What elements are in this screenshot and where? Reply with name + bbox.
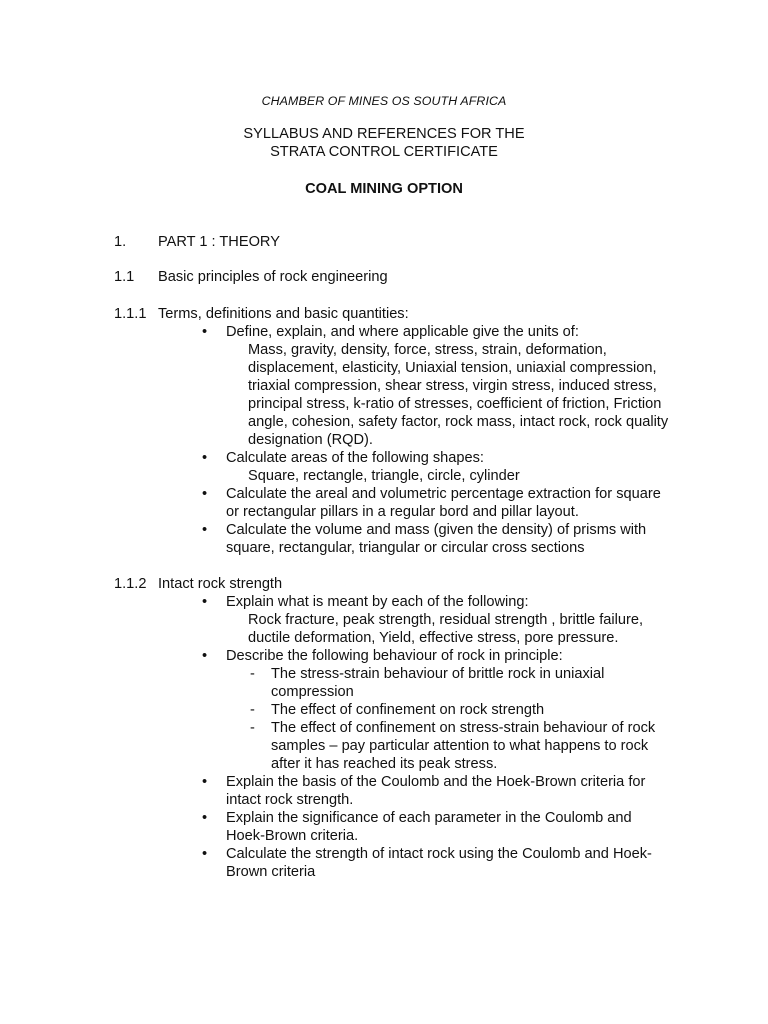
section-heading-1-1-1 [114,305,409,323]
list-item [200,323,670,449]
list-item-text: Calculate the volume and mass (given the density) of prisms with square, rectangular, triangular or circular cross sections [226,522,647,556]
list-item [200,773,670,809]
list-item-detail: Square, rectangle, triangle, circle, cylinder [248,468,520,484]
dash-item [248,665,670,701]
section-heading-1-1-2 [114,575,282,593]
bullet-marker: • [202,522,208,538]
list-item [200,593,670,647]
dash-item [248,719,670,773]
list-item-text: Explain the significance of each parameter in the Coulomb and Hoek-Brown criteria. [226,810,632,844]
list-item-text: Explain the basis of the Coulomb and the Hoek-Brown criteria for intact rock strength. [226,774,646,808]
list-item-text: Calculate the strength of intact rock using the Coulomb and Hoek-Brown criteria [226,846,652,880]
dash-marker: - [250,666,255,682]
list-item-text: Calculate areas of the following shapes: [226,450,484,466]
dash-marker: - [250,720,255,736]
list-item-text: Calculate the areal and volumetric percentage extraction for square or rectangular pillars in a regular bord and pillar layout. [226,486,661,520]
list-item-text: Explain what is meant by each of the following: [226,594,529,610]
dash-item-text: The effect of confinement on stress-strain behaviour of rock samples – pay particular attention to what happens to rock after it has reached its peak stress. [271,720,656,772]
dash-item-text: The effect of confinement on rock strength [271,702,545,718]
bullet-marker: • [202,450,208,466]
bullet-list [200,593,670,881]
section-number: 1.1 [114,269,135,285]
dash-list [226,665,670,773]
list-item [200,809,670,845]
list-item-text: Define, explain, and where applicable give the units of: [226,324,579,340]
list-item [200,521,670,557]
section-number: 1. [114,234,127,250]
dash-item [248,701,670,719]
bullet-marker: • [202,486,208,502]
bullet-marker: • [202,810,208,826]
section-1-1-1-content [200,323,670,557]
section-number: 1.1.2 [114,576,147,592]
document-title-line-2: STRATA CONTROL CERTIFICATE [270,144,498,160]
section-title: Terms, definitions and basic quantities: [158,306,409,322]
list-item [200,647,670,773]
list-item-detail: Mass, gravity, density, force, stress, strain, deformation, displacement, elasticity, Uniaxial tension, uniaxial compression, triaxial compression, shear stress, virgin stress, induced stress, principal stress, k-ratio of stresses, coefficient of friction, Friction angle, cohesion, safety factor, rock mass, intact rock, rock quality designation (RQD). [248,342,669,448]
section-title: Basic principles of rock engineering [158,269,388,285]
list-item-detail: Rock fracture, peak strength, residual strength , brittle failure, ductile deformation, Yield, effective stress, pore pressure. [248,612,644,646]
bullet-list [200,323,670,557]
section-title: PART 1 : THEORY [158,234,280,250]
bullet-marker: • [202,594,208,610]
dash-item-text: The stress-strain behaviour of brittle rock in uniaxial compression [271,666,605,700]
section-1-1-2-content [200,593,670,881]
section-title: Intact rock strength [158,576,283,592]
organisation-name: CHAMBER OF MINES OS SOUTH AFRICA [261,94,507,108]
option-heading: COAL MINING OPTION [305,181,463,197]
bullet-marker: • [202,846,208,862]
list-item-text: Describe the following behaviour of rock in principle: [226,648,563,664]
section-heading-part-1 [114,233,280,251]
list-item [200,449,670,485]
bullet-marker: • [202,774,208,790]
section-heading-1-1 [114,268,388,286]
list-item [200,485,670,521]
dash-marker: - [250,702,255,718]
document-title-line-1: SYLLABUS AND REFERENCES FOR THE [243,126,525,142]
section-number: 1.1.1 [114,306,147,322]
bullet-marker: • [202,648,208,664]
list-item [200,845,670,881]
bullet-marker: • [202,324,208,340]
